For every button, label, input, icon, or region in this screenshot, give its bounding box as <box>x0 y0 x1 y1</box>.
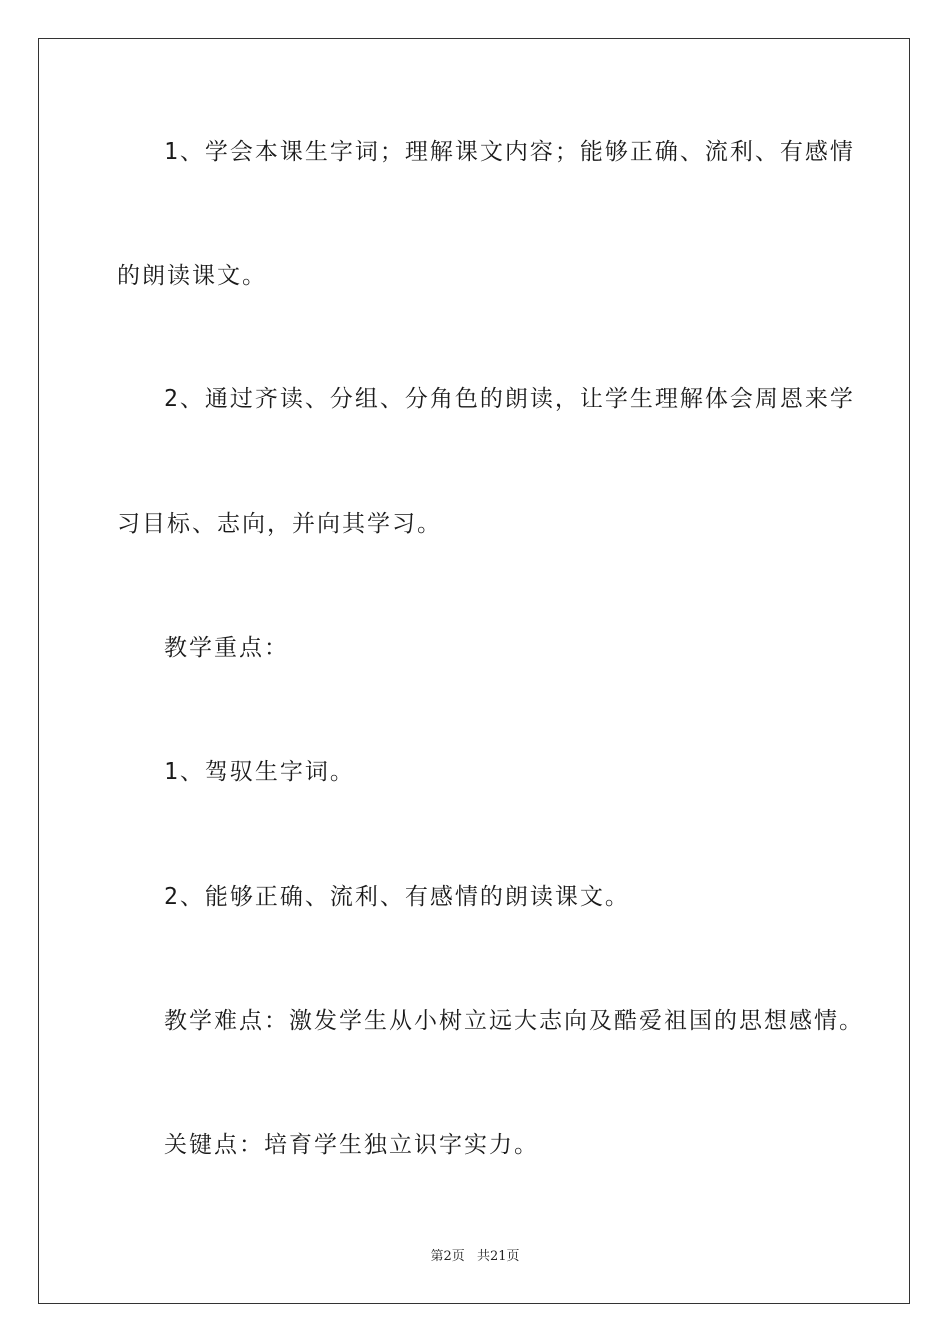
key-point-1: 1、驾驭生字词。 <box>164 759 355 785</box>
objective-2-line-2: 习目标、志向，并向其学习。 <box>117 511 442 537</box>
page-footer <box>0 1248 950 1266</box>
objective-1-line-2: 的朗读课文。 <box>117 263 267 289</box>
key-points-heading: 教学重点： <box>164 635 289 661</box>
key-focus: 关键点：培育学生独立识字实力。 <box>164 1132 539 1158</box>
page-border <box>38 38 910 1304</box>
objective-2-line-1: 2、通过齐读、分组、分角色的朗读，让学生理解体会周恩来学 <box>164 386 855 412</box>
key-point-2: 2、能够正确、流利、有感情的朗读课文。 <box>164 884 630 910</box>
teaching-difficulty: 教学难点：激发学生从小树立远大志向及酷爱祖国的思想感情。 <box>164 1008 864 1034</box>
total-page-count: 共21页 <box>476 1249 520 1264</box>
current-page-number: 第2页 <box>430 1249 465 1264</box>
objective-1-line-1: 1、学会本课生字词；理解课文内容；能够正确、流利、有感情 <box>164 139 855 165</box>
